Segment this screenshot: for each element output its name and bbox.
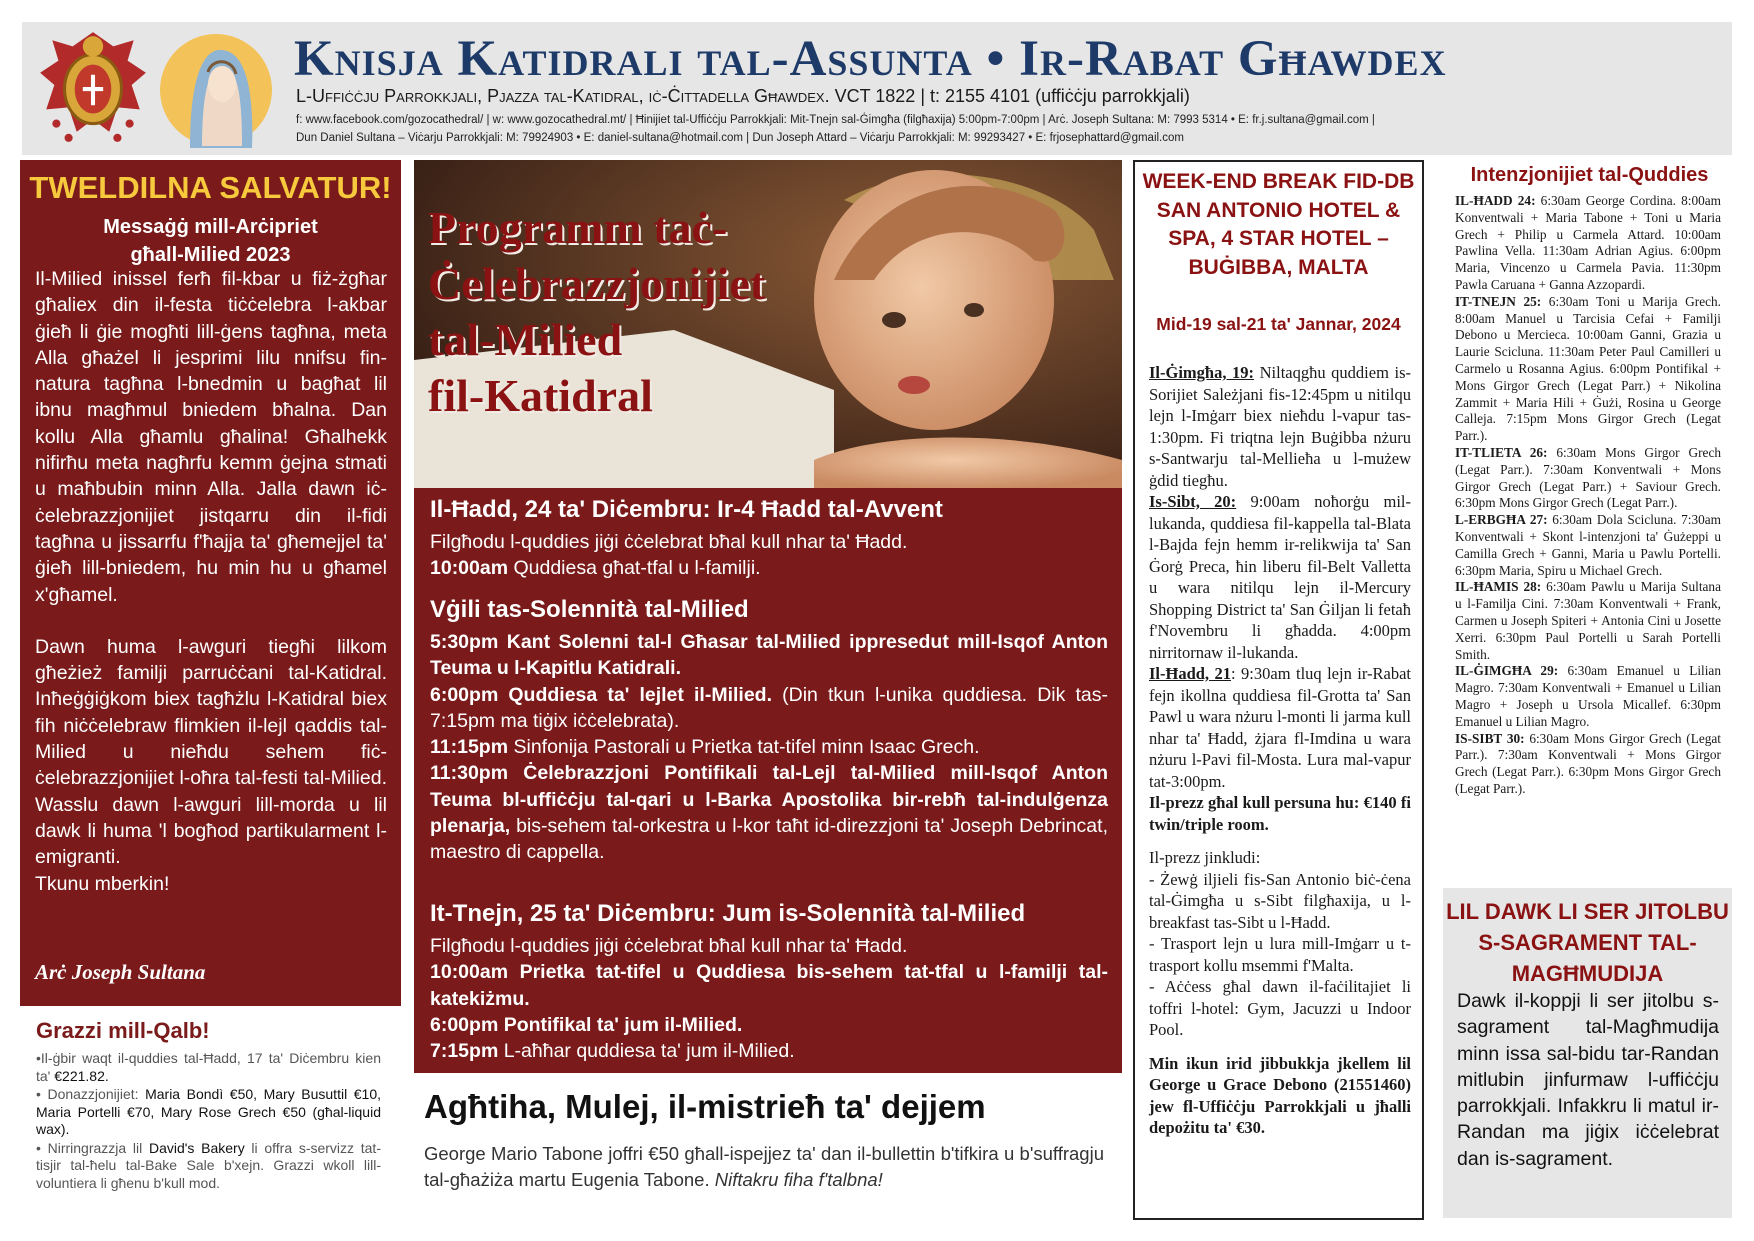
weekend-body (1149, 362, 1411, 1139)
thanks-item: • Nirringrazzja lil David's Bakery li offra s-servizz tat-tisjir tal-ħelu tal-Bake Sale b'xejn. Grazzi wkoll lill-voluntiera li għenu b'kull mod. (36, 1139, 381, 1191)
programme-title: Programm taċ- Ċelebrazzjonijiet tal-Milied fil-Katidral (428, 202, 766, 421)
baptism-title: LIL DAWK LI SER JITOLBU S-SAGRAMENT TAL-MAGĦMUDIJA (1446, 899, 1729, 986)
section-heading: It-Tnejn, 25 ta' Diċembru: Jum is-Solennità tal-Milied (430, 900, 1026, 927)
baptism-notice-box (1443, 888, 1732, 1218)
page-title: Knisja Katidrali tal-Assunta • Ir-Rabat Għawdex (294, 31, 1447, 87)
section-text: Filgħodu l-quddies jiġi ċċelebrat bħal kull nhar ta' Ħadd. 10:00am Prietka tat-tifel u Quddiesa bis-sehem tat-tfal u l-familji tal-katekiżmu. 6:00pm Pontifikal ta' jum il-Milied. 7:15pm L-aħħar quddiesa ta' jum il-Milied. (430, 935, 1108, 1063)
thanks-title: Grazzi mill-Qalb! (36, 1018, 210, 1043)
intention-item: IS-SIBT 30: 6:30am Mons Girgor Grech (Legat Parr.). 7:30am Konventwali + Mons Girgor Grech (Legat Parr.). 6:30pm Mons Girgor Grech (Legat Parr.). (1455, 730, 1721, 796)
message-paragraph-2: Dawn huma l-awguri tiegħi lilkom għeżież familji parruċċani tal-Katidral. Inħeġġiġkom biex tagħżlu l-Katidral biex fih niċċelebraw flimkien il-lejl qaddis tal-Milied u nieħdu sehem fiċ-ċelebrazzjonijiet l-oħra tal-festi tal-Milied. Wasslu dawn l-awguri lill-morda u lil dawk li huma 'l bogħod partikularment l-emigranti. (35, 635, 387, 869)
section-heading: Vġili tas-Solennità tal-Milied (430, 596, 749, 623)
header (22, 22, 1732, 155)
intention-item: IL-ĦADD 24: 6:30am George Cordina. 8:00am Konventwali + Maria Tabone + Toni u Maria Grech + Philip u Carmela Attard. 10:00am Pawlina Vella. 11:30am Adrian Agius. 6:00pm Maria, Vincenzo u Carmela Pavia. 11:30pm Pawla Caruana + Ganna Azzopardi. (1455, 193, 1721, 292)
weekend-includes: Il-prezz jinkludi: (1149, 848, 1261, 867)
intention-item: IL-ĠIMGĦA 29: 6:30am Emanuel u Lilian Magro. 7:30am Konventwali + Emanuel u Lilian Magro + Joseph u Ursola Micallef. 6:30pm Emanuel u Lilian Magro. (1455, 663, 1721, 729)
signature: Arċ Joseph Sultana (35, 960, 206, 984)
archpriest-message-box (20, 160, 401, 1006)
message-subtitle: Messaġġ mill-Arċipriet għall-Milied 2023 (103, 216, 318, 266)
thanks-body (36, 1050, 381, 1193)
coat-of-arms-icon (32, 26, 154, 148)
weekend-day: Is-Sibt, 20: 9:00am noħorġu mil-lukanda, quddiesa fil-kappella tal-Blata l-Bajda fejn hemm ir-relikwija ta' San Ġorġ Preca, ħin liberu fil-Belt Valletta u wara nitilqu lejn il-Mercury Shopping District ta' San Ġiljan li fetaħ f'Novembru li għadda. 4:00pm nirritornaw il-lukanda. (1149, 492, 1411, 662)
memorial-title: Agħtiha, Mulej, il-mistrieħ ta' dejjem (424, 1088, 986, 1125)
message-closing: Tkunu mberkin! (35, 872, 170, 895)
weekend-day: Il-Ġimgħa, 19: Niltaqgħu quddiem is-Sorijiet Sależjani fis-12:45pm u nitilqu lejn l-Imġarr biex nieħdu l-vapur tas-1:30pm. Fi triqtna lejn Buġibba nżuru s-Santwarju tal-Mellieħa u l-mużew ġdid tiegħu. (1149, 363, 1412, 490)
thanks-item: • Donazzjonijiet: Maria Bondì €50, Mary Busuttil €10, Maria Portelli €70, Mary Rose Grech €50 (għal-liquid wax). (36, 1086, 381, 1137)
intention-item: L-ERBGĦA 27: 6:30am Dola Scicluna. 7:30am Konventwali + Skont l-intenzjoni ta' Ġużeppi u Camilla Grech + Ganni, Maria u Pawlu Portelli. 6:30pm Maria, Spiru u Michael Grech. (1455, 512, 1721, 578)
section-text: Filgħodu l-quddies jiġi ċċelebrat bħal kull nhar ta' Ħadd. 10:00am Quddiesa għat-tfal u l-familji. (430, 531, 908, 580)
message-paragraph-1: Il-Milied inissel ferħ fil-kbar u fiż-żgħar għaliex din il-festa tiċċelebra l-akbar ġieħ li ġie mogħti lill-ġens tagħna, meta Alla għażel li jesprimi lilu nnifsu fin-natura tagħna l-bnedmin u bagħat lil ibnu magħmul bniedem bħalna. Dan kollu Alla għamlu għalina! Għalhekk nifirħu meta nagħrfu kemm ġejna stmati u maħbubin minn Alla. Jalla dawn iċ-ċelebrazzjonijiet jistqarru din il-fidi tagħna u jissarrfu f'ħajja ta' għemejjel ta' ġieħ lill-bniedem, hu min hu u għamel x'għamel. (35, 268, 387, 606)
thanks-item: •Il-ġbir waqt il-quddies tal-Ħadd, 17 ta' Diċembru kien ta' €221.82. (36, 1050, 381, 1084)
message-body (35, 266, 387, 897)
weekend-include-item: - Żewġ iljieli fis-San Antonio biċ-ċena tal-Ġimgħa u s-Sibt filgħaxija, u l-breakfast tas-Sibt u l-Ħadd. (1149, 869, 1411, 932)
intention-item: IL-ĦAMIS 28: 6:30am Pawlu u Marija Sultana u l-Familja Cini. 7:30am Konventwali + Frank, Carmen u Joseph Spiteri + Antonia Cini u Josette Xerri. 6:30pm Paul Portelli u Sarah Portelli Smith. (1455, 579, 1721, 662)
contact-line-1: f: www.facebook.com/gozocathedral/ | w: www.gozocathedral.mt/ | Ħinijiet tal-Uffiċċju Parrokkjali: Mit-Tnejn sal-Ġimgħa (filgħaxija) 5:00pm-7:00pm | Arċ. Joseph Sultana: M: 7993 5314 • E: fr.j.sultana@gmail.com | (296, 114, 1375, 126)
weekend-include-item: - Trasport lejn u lura mill-Imġarr u t-trasport kollu msemmi f'Malta. (1149, 934, 1411, 975)
section-text: 5:30pm Kant Solenni tal-l Għasar tal-Milied ippresedut mill-Isqof Anton Teuma u l-Kapitlu Katidrali. 6:00pm Quddiesa ta' lejlet il-Milied. (Din tkun l-unika quddiesa. Dik tas-7:15pm ma tiġix iċċelebrata). 11:15pm Sinfonija Pastorali u Prietka tat-tifel minn Isaac Grech. 11:30pm Ċelebrazzjoni Pontifikali tal-Lejl tal-Milied mill-Isqof Anton Teuma bl-uffiċċju tal-qari u l-Barka Apostolika bir-rebħ tal-indulġenza plenarja, bis-sehem tal-orkestra u l-kor taħt id-direzzjoni ta' Joseph Debrincat, maestro di cappella. (430, 631, 1108, 864)
weekend-include-item: - Aċċess għal dawn il-faċilitajiet li toffri l-hotel: Gym, Jacuzzi u Indoor Pool. (1149, 977, 1411, 1039)
section-heading: Il-Ħadd, 24 ta' Diċembru: Ir-4 Ħadd tal-Avvent (430, 496, 943, 523)
contact-line-2: Dun Daniel Sultana – Viċarju Parrokkjali: M: 79924903 • E: daniel-sultana@hotmail.com | Dun Joseph Attard – Viċarju Parrokkjali: M: 99293427 • E: frjosephattard@gmail.com (296, 132, 1184, 144)
programme-box (414, 488, 1122, 1073)
intentions-list (1455, 193, 1721, 798)
weekend-price: Il-prezz għal kull persuna hu: €140 fi twin/triple room. (1149, 793, 1411, 834)
madonna-illustration (150, 28, 282, 148)
weekend-title: WEEK-END BREAK FID-DB SAN ANTONIO HOTEL & SPA, 4 STAR HOTEL – BUĠIBBA, MALTA (1142, 170, 1415, 279)
office-address: L-Uffiċċju Parrokkjali, Pjazza tal-Katidral, iċ-Ċittadella Għawdex. VCT 1822 | t: 2155 4101 (uffiċċju parrokkjali) (296, 86, 1190, 106)
intentions-title: Intenzjonijiet tal-Quddies (1470, 164, 1709, 186)
baptism-body: Dawk il-koppji li ser jitolbu s-sagrament tal-Magħmudija minn issa sal-bidu tar-Randan mitlubin jinfurmaw l-uffiċċju parrokkjali. Infakkru li matul ir-Randan ma jiġix iċċelebrat dan is-sagrament. (1457, 990, 1719, 1170)
weekend-break-box (1133, 160, 1424, 1220)
message-title: TWELDILNA SALVATUR! (29, 170, 392, 205)
weekend-booking: Min ikun irid jibbukkja jkellem lil George u Grace Debono (21551460) jew fl-Uffiċċju Parrokkjali u jħalli depożitu ta' €30. (1149, 1053, 1411, 1137)
intention-item: IT-TLIETA 26: 6:30am Mons Girgor Grech (Legat Parr.). 7:30am Konventwali + Mons Girgor Grech (Legat Parr.) + Saviour Grech. 6:30pm Mons Girgor Grech (Legat Parr.). (1455, 444, 1721, 511)
memorial-body: George Mario Tabone joffri €50 għall-ispejjez ta' dan il-bullettin b'tifkira u b'suffragju tal-għażiża martu Eugenia Tabone. Niftakru fiha f'talbna! (424, 1143, 1104, 1190)
weekend-day: Il-Ħadd, 21: 9:30am tluq lejn ir-Rabat fejn ikollna quddiesa fil-Grotta ta' San Pawl u wara nżuru l-monti li jarma kull nhar ta' Ħadd, żjara fl-Imdina u wara nżuru l-Pavi fil-Mosta. Lura mal-vapur tat-3:00pm. (1149, 664, 1412, 791)
weekend-dates: Mid-19 sal-21 ta' Jannar, 2024 (1156, 314, 1401, 334)
intention-item: IT-TNEJN 25: 6:30am Toni u Marija Grech. 8:00am Manuel u Tarcisia Cefai + Familji Debono u Mercieca. 10:00am Ganni, Grazia u Laurie Scicluna. 11:30am Peter Paul Camilleri u Carmelo u Rosanna Agius. 6:00pm Pontifikal + Mons Girgor Grech (Legat Parr.) + Nikolina Zammit + Maria Hili + Ġużi, Rosina u George Calleja. 7:15pm Mons Girgor Grech (Legat Parr.). (1455, 293, 1721, 444)
